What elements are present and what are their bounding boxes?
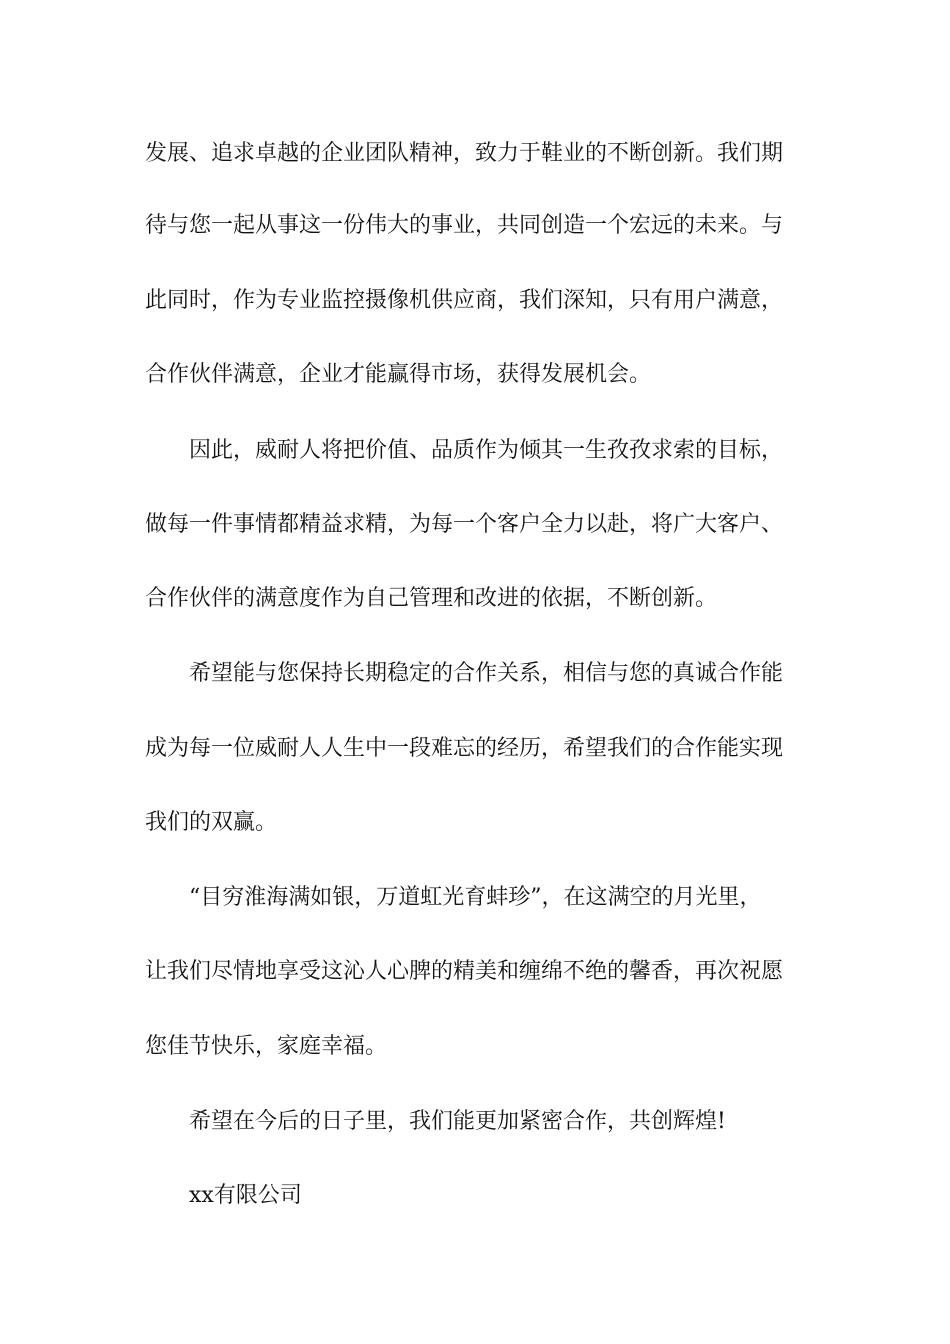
text-line: 希望在今后的日子里，我们能更加紧密合作，共创辉煌!	[189, 1109, 726, 1134]
text-line: 发展、追求卓越的企业团队精神，致力于鞋业的不断创新。我们期	[145, 141, 784, 166]
text-line: 我们的双赢。	[145, 810, 278, 835]
text-line: 您佳节快乐，家庭幸福。	[145, 1034, 388, 1059]
company-signature: xx有限公司	[189, 1183, 302, 1208]
text-line: “目穷淮海满如银，万道虹光育蚌珍”，在这满空的月光里，	[189, 885, 762, 910]
text-line: 待与您一起从事这一份伟大的事业，共同创造一个宏远的未来。与	[145, 213, 784, 238]
text-line: 成为每一位威耐人人生中一段难忘的经历，希望我们的合作能实现	[145, 736, 784, 761]
text-line: 做每一件事情都精益求精，为每一个客户全力以赴，将广大客户、	[145, 512, 784, 537]
text-line: 让我们尽情地享受这沁人心脾的精美和缠绵不绝的馨香，再次祝愿	[145, 959, 784, 984]
text-line: 合作伙伴满意，企业才能赢得市场，获得发展机会。	[145, 362, 652, 387]
text-line: 合作伙伴的满意度作为自己管理和改进的依据，不断创新。	[145, 586, 718, 611]
text-line: 希望能与您保持长期稳定的合作关系，相信与您的真诚合作能	[189, 661, 784, 686]
text-line: 因此，威耐人将把价值、品质作为倾其一生孜孜求索的目标，	[189, 438, 784, 463]
text-line: 此同时，作为专业监控摄像机供应商，我们深知，只有用户满意，	[145, 288, 784, 313]
